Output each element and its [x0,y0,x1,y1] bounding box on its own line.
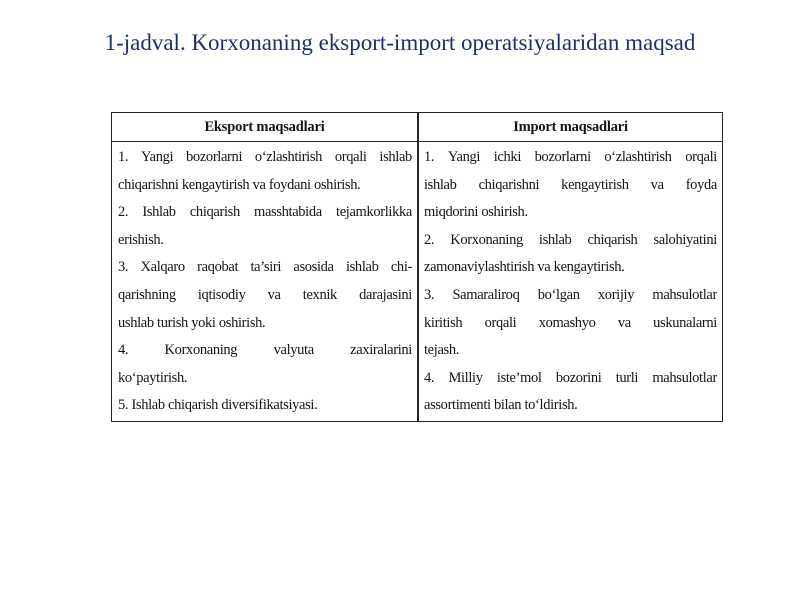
word: zaxiralarini [350,342,412,359]
word: Yangi [140,149,174,165]
export-goal-line [118,199,412,227]
word: Samaraliroq [452,286,520,303]
word: ishlab [424,176,457,193]
import-goal-line: assortimenti bilan to‘ldirish. [424,397,578,414]
word: 2. [118,204,129,221]
word: iqtisodiy [197,286,246,303]
export-goal-line [118,337,412,365]
goals-table [111,112,723,422]
export-goals-header: Eksport maqsadlari [204,119,325,135]
word: 1. [118,149,129,165]
import-goal-line: zamonaviylashtirish va kengaytirish. [424,259,625,276]
column-divider [417,113,419,421]
word: 1. [424,149,435,165]
word: 3. [118,259,129,276]
word: orqali [484,314,517,331]
import-goals-header: Import maqsadlari [513,119,628,135]
export-goal-line: ushlab turish yoki oshirish. [118,314,266,331]
word: qarishning [118,286,176,303]
word: va [617,314,631,331]
word: 4. [424,369,435,386]
import-goals-cell [424,144,717,420]
word: chi- [390,259,412,276]
import-goal-line [424,282,717,310]
word: turli [615,369,639,386]
export-goal-line [118,144,412,172]
word: kengaytirish [561,176,629,193]
export-goal-line [118,282,412,310]
word: masshtabida [254,204,322,221]
export-goal-line [118,254,412,282]
word: salohiyatini [653,231,717,248]
word: o‘zlashtirish [604,149,672,165]
word: chiqarish [189,204,240,221]
word: asosida [293,259,334,276]
word: Xalqaro [140,259,185,276]
word: bozorlarni [534,149,591,165]
export-goals-cell [118,144,412,420]
export-goal-line: ko‘paytirish. [118,369,188,386]
word: orqali [334,149,367,165]
word: darajasini [359,286,412,303]
word: chiqarishni [478,176,540,193]
word: va [267,286,281,303]
import-goal-line [424,365,717,393]
page-title: 1-jadval. Korxonaning eksport-import operatsiyalaridan maqsad [104,30,696,55]
word: kiritish [424,314,463,331]
word: Korxonaning [164,342,238,359]
import-goal-line [424,172,717,200]
word: mahsulotlar [652,286,717,303]
word: iste’mol [496,369,542,386]
word: 3. [424,286,435,303]
word: ichki [493,149,521,165]
word: texnik [302,286,337,303]
word: o‘zlashtirish [254,149,323,165]
word: Milliy [448,369,483,386]
import-goal-line: miqdorini oshirish. [424,204,528,221]
word: va [650,176,664,193]
import-goal-line: tejash. [424,342,459,359]
word: orqali [685,149,717,165]
word: xorijiy [597,286,635,303]
word: raqobat [197,259,239,276]
word: ishlab [345,259,379,276]
export-goal-line: erishish. [118,231,164,248]
word: foyda [685,176,717,193]
word: bo‘lgan [537,286,580,303]
word: ishlab [379,149,412,165]
word: mahsulotlar [652,369,717,386]
word: xomashyo [538,314,596,331]
word: Ishlab [142,204,176,221]
import-goal-line [424,310,717,338]
import-goal-line [424,144,717,172]
word: Korxonaning [450,231,523,248]
export-goal-line: chiqarishni kengaytirish va foydani oshirish. [118,176,361,193]
word: chiqarish [587,231,638,248]
import-goal-line [424,227,717,255]
word: bozorini [555,369,602,386]
export-goal-line: 5. Ishlab chiqarish diversifikatsiyasi. [118,397,318,414]
word: bozorlarni [186,149,243,165]
word: Yangi [447,149,481,165]
word: 2. [424,231,435,248]
word: ishlab [538,231,572,248]
word: tejamkorlikka [336,204,412,221]
word: uskunalarni [653,314,717,331]
word: 4. [118,342,129,359]
word: ta’siri [250,259,282,276]
word: valyuta [273,342,314,359]
